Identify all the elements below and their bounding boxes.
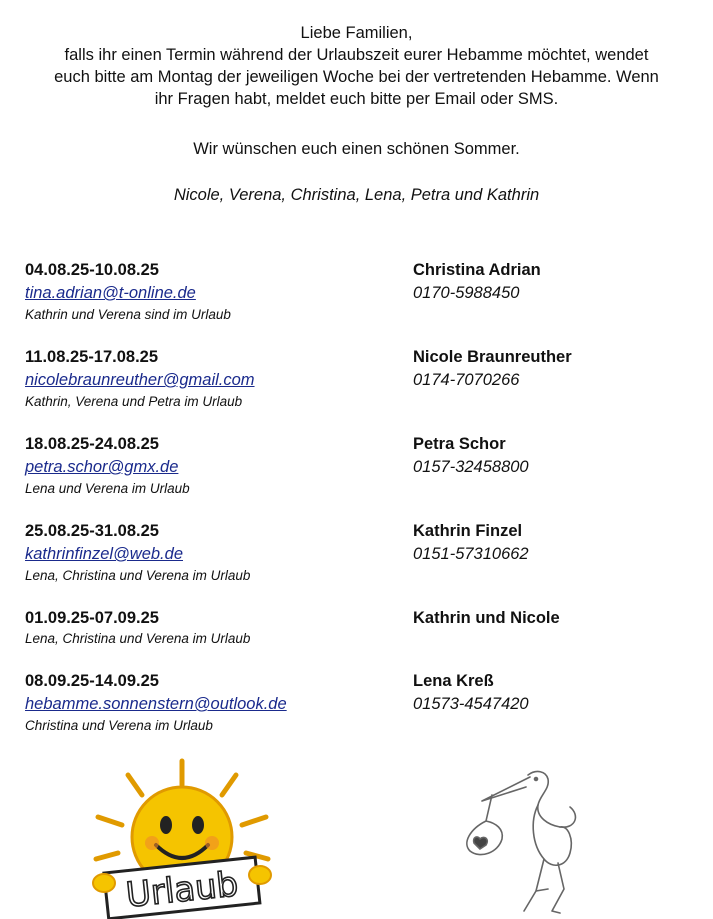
email-link[interactable]: tina.adrian@t-online.de [25,284,196,302]
intro-text [0,22,713,110]
date-range: 08.09.25-14.09.25 [25,672,159,690]
signature: Nicole, Verena, Christina, Lena, Petra und Kathrin [173,186,540,204]
date-range: 11.08.25-17.08.25 [25,348,159,366]
midwife-name: Kathrin Finzel [413,522,523,540]
midwife-name: Nicole Braunreuther [413,348,572,366]
email-link[interactable]: kathrinfinzel@web.de [25,545,183,563]
vacation-note: Kathrin, Verena und Petra im Urlaub [25,394,243,409]
midwife-name: Kathrin und Nicole [413,609,560,627]
greeting: Liebe Familien, [300,24,413,42]
intro-line-3: ihr Fragen habt, meldet euch bitte per Email oder SMS. [154,90,559,108]
midwife-name: Petra Schor [413,435,506,453]
summer-wish: Wir wünschen euch einen schönen Sommer. [193,140,520,158]
urlaub-sign-text: Urlaub [124,864,241,916]
date-range: 04.08.25-10.08.25 [25,261,159,279]
midwife-name: Lena Kreß [413,672,494,690]
phone-number: 0174-7070266 [413,371,520,389]
phone-number: 01573-4547420 [413,695,529,713]
intro-line-1: falls ihr einen Termin während der Urlaubszeit eurer Hebamme möchtet, wendet [64,46,649,64]
vacation-note: Lena, Christina und Verena im Urlaub [25,631,251,646]
stork-icon [440,765,590,915]
phone-number: 0151-57310662 [413,545,529,563]
vacation-note: Lena, Christina und Verena im Urlaub [25,568,251,583]
email-link[interactable]: nicolebraunreuther@gmail.com [25,371,255,389]
email-link[interactable]: petra.schor@gmx.de [25,458,179,476]
vacation-note: Kathrin und Verena sind im Urlaub [25,307,231,322]
vacation-note: Christina und Verena im Urlaub [25,718,213,733]
vacation-note: Lena und Verena im Urlaub [25,481,190,496]
intro-line-2: euch bitte am Montag der jeweiligen Woche bei der vertretenden Hebamme. Wenn [54,68,659,86]
email-link[interactable]: hebamme.sonnenstern@outlook.de [25,695,287,713]
smiling-sun-icon [82,755,282,919]
date-range: 25.08.25-31.08.25 [25,522,159,540]
midwife-name: Christina Adrian [413,261,541,279]
date-range: 01.09.25-07.09.25 [25,609,159,627]
phone-number: 0170-5988450 [413,284,520,302]
date-range: 18.08.25-24.08.25 [25,435,159,453]
phone-number: 0157-32458800 [413,458,529,476]
